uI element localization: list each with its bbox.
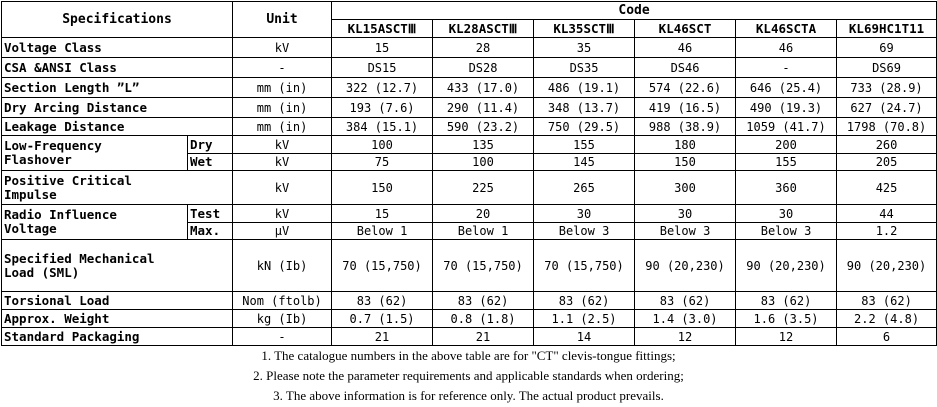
cell-value: 348 (13.7) (534, 98, 635, 118)
cell-value: 200 (736, 136, 837, 154)
cell-value: 384 (15.1) (332, 118, 433, 136)
row-unit: kV (233, 38, 332, 58)
cell-value: 433 (17.0) (433, 78, 534, 98)
table-row (2, 118, 937, 136)
cell-value: DS15 (332, 58, 433, 78)
row-unit: mm (in) (233, 98, 332, 118)
cell-value: DS28 (433, 58, 534, 78)
cell-value: 155 (736, 154, 837, 171)
product-code: KL69HC1T11 (837, 20, 937, 38)
cell-value: 14 (534, 328, 635, 346)
table-row (2, 98, 937, 118)
cell-value: 290 (11.4) (433, 98, 534, 118)
cell-value: 83 (62) (433, 292, 534, 310)
cell-value: 21 (332, 328, 433, 346)
note-line: 2. Please note the parameter requirements and applicable standards when ordering; (253, 368, 684, 383)
row-label: Section Length ”L” (2, 78, 233, 98)
cell-value: 69 (837, 38, 937, 58)
row-unit: mm (in) (233, 78, 332, 98)
cell-value: Below 1 (332, 223, 433, 240)
row-unit: kV (233, 154, 332, 171)
row-label (2, 136, 188, 171)
cell-value: 70 (15,750) (433, 240, 534, 292)
cell-value: DS35 (534, 58, 635, 78)
cell-value: 35 (534, 38, 635, 58)
spec-table-wrapper (1, 1, 937, 346)
table-row (2, 292, 937, 310)
cell-value: 2.2 (4.8) (837, 310, 937, 328)
cell-value: 135 (433, 136, 534, 154)
cell-value: 419 (16.5) (635, 98, 736, 118)
row-unit: - (233, 328, 332, 346)
cell-value: 627 (24.7) (837, 98, 937, 118)
row-label: CSA &ANSI Class (2, 58, 233, 78)
row-unit: kV (233, 205, 332, 223)
row-label-line: Impulse (4, 186, 57, 202)
cell-value: 100 (332, 136, 433, 154)
cell-value: 425 (837, 171, 937, 205)
cell-value: 83 (62) (635, 292, 736, 310)
cell-value: 590 (23.2) (433, 118, 534, 136)
cell-value: 155 (534, 136, 635, 154)
row-unit: - (233, 58, 332, 78)
note-line: 3. The above information is for reference only. The actual product prevails. (273, 388, 664, 403)
cell-value: 988 (38.9) (635, 118, 736, 136)
row-label-line: Positive Critical (4, 172, 132, 188)
cell-value: 490 (19.3) (736, 98, 837, 118)
cell-value: 83 (62) (332, 292, 433, 310)
cell-value: 300 (635, 171, 736, 205)
row-sublabel: Test (188, 205, 233, 223)
cell-value: Below 3 (534, 223, 635, 240)
cell-value: - (736, 58, 837, 78)
row-label-line: Radio Influence (4, 207, 117, 222)
row-label-line: Voltage (4, 221, 57, 236)
product-code: KL46SCT (635, 20, 736, 38)
row-unit: mm (in) (233, 118, 332, 136)
row-unit: μV (233, 223, 332, 240)
table-row (2, 205, 937, 223)
cell-value: 1.6 (3.5) (736, 310, 837, 328)
cell-value: 0.8 (1.8) (433, 310, 534, 328)
cell-value: 225 (433, 171, 534, 205)
cell-value: 574 (22.6) (635, 78, 736, 98)
row-label-line: Specified Mechanical (4, 250, 155, 266)
cell-value: 733 (28.9) (837, 78, 937, 98)
cell-value: 646 (25.4) (736, 78, 837, 98)
cell-value: 1059 (41.7) (736, 118, 837, 136)
product-code: KL46SCTA (736, 20, 837, 38)
cell-value: Below 3 (635, 223, 736, 240)
table-row (2, 38, 937, 58)
cell-value: 28 (433, 38, 534, 58)
cell-value: 30 (736, 205, 837, 223)
cell-value: 90 (20,230) (837, 240, 937, 292)
row-label-line: Load (SML) (4, 264, 80, 280)
row-label-line: Low-Frequency (4, 138, 102, 153)
cell-value: 0.7 (1.5) (332, 310, 433, 328)
table-row (2, 58, 937, 78)
cell-value: 30 (635, 205, 736, 223)
row-label: Dry Arcing Distance (2, 98, 233, 118)
cell-value: 15 (332, 38, 433, 58)
table-row (2, 240, 937, 292)
cell-value: 150 (332, 171, 433, 205)
row-unit: Nom (ftolb) (233, 292, 332, 310)
unit-header: Unit (233, 2, 332, 38)
row-unit: kV (233, 171, 332, 205)
cell-value: 100 (433, 154, 534, 171)
code-header: Code (332, 2, 937, 20)
cell-value: 1798 (70.8) (837, 118, 937, 136)
cell-value: 12 (635, 328, 736, 346)
product-code: KL35SCTⅢ (534, 20, 635, 38)
table-row (2, 136, 937, 154)
cell-value: 83 (62) (534, 292, 635, 310)
cell-value: 145 (534, 154, 635, 171)
cell-value: 44 (837, 205, 937, 223)
row-unit: kV (233, 136, 332, 154)
cell-value: 750 (29.5) (534, 118, 635, 136)
cell-value: 322 (12.7) (332, 78, 433, 98)
cell-value: 12 (736, 328, 837, 346)
cell-value: Below 3 (736, 223, 837, 240)
table-row (2, 171, 937, 205)
row-label-line: Flashover (4, 152, 72, 167)
table-row (2, 328, 937, 346)
cell-value: 70 (15,750) (534, 240, 635, 292)
cell-value: 1.4 (3.0) (635, 310, 736, 328)
cell-value: 486 (19.1) (534, 78, 635, 98)
row-label: Standard Packaging (2, 328, 233, 346)
cell-value: 21 (433, 328, 534, 346)
note-line: 1. The catalogue numbers in the above table are for "CT" clevis-tongue fittings; (261, 348, 676, 363)
row-label: Torsional Load (2, 292, 233, 310)
row-sublabel: Max. (188, 223, 233, 240)
cell-value: 193 (7.6) (332, 98, 433, 118)
cell-value: 205 (837, 154, 937, 171)
cell-value: Below 1 (433, 223, 534, 240)
cell-value: 83 (62) (736, 292, 837, 310)
specifications-table (1, 1, 937, 346)
product-code: KL15ASCTⅢ (332, 20, 433, 38)
cell-value: 6 (837, 328, 937, 346)
cell-value: 15 (332, 205, 433, 223)
cell-value: 265 (534, 171, 635, 205)
row-unit: kg (Ib) (233, 310, 332, 328)
specifications-header: Specifications (2, 2, 233, 38)
cell-value: DS46 (635, 58, 736, 78)
cell-value: 90 (20,230) (635, 240, 736, 292)
table-row (2, 78, 937, 98)
cell-value: 83 (62) (837, 292, 937, 310)
row-label: Approx. Weight (2, 310, 233, 328)
table-notes (0, 346, 937, 406)
row-unit: kN (Ib) (233, 240, 332, 292)
cell-value: 46 (635, 38, 736, 58)
cell-value: 30 (534, 205, 635, 223)
cell-value: DS69 (837, 58, 937, 78)
cell-value: 150 (635, 154, 736, 171)
row-label: Voltage Class (2, 38, 233, 58)
product-code: KL28ASCTⅢ (433, 20, 534, 38)
cell-value: 46 (736, 38, 837, 58)
row-label (2, 171, 233, 205)
cell-value: 1.1 (2.5) (534, 310, 635, 328)
row-label: Leakage Distance (2, 118, 233, 136)
row-sublabel: Wet (188, 154, 233, 171)
cell-value: 75 (332, 154, 433, 171)
cell-value: 1.2 (837, 223, 937, 240)
cell-value: 180 (635, 136, 736, 154)
row-label (2, 205, 188, 240)
table-row (2, 310, 937, 328)
cell-value: 70 (15,750) (332, 240, 433, 292)
row-label (2, 240, 233, 292)
row-sublabel: Dry (188, 136, 233, 154)
header-row (2, 2, 937, 20)
cell-value: 90 (20,230) (736, 240, 837, 292)
cell-value: 20 (433, 205, 534, 223)
cell-value: 360 (736, 171, 837, 205)
cell-value: 260 (837, 136, 937, 154)
